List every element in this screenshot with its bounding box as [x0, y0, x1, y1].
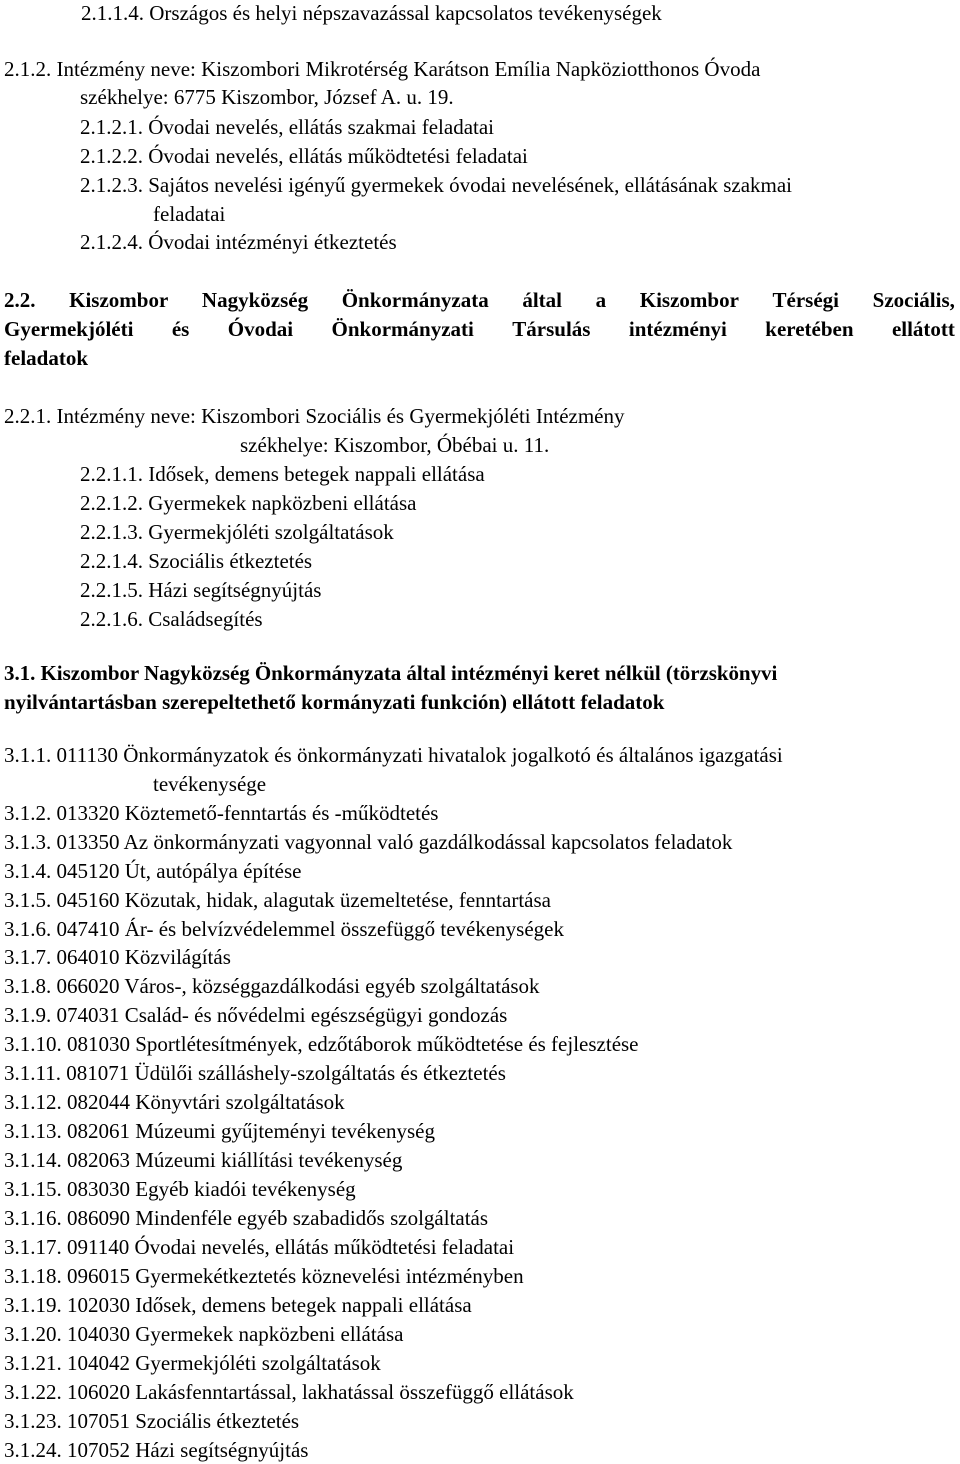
list-item: 3.1.13. 082061 Múzeumi gyűjteményi tevékenység [4, 1119, 436, 1143]
list-item: 3.1.12. 082044 Könyvtári szolgáltatások [4, 1090, 345, 1114]
list-item: 2.1.2.1. Óvodai nevelés, ellátás szakmai feladatai [80, 115, 495, 139]
list-item: 3.1.22. 106020 Lakásfenntartással, lakhatással összefüggő ellátások [4, 1380, 574, 1404]
heading-word: 2.2. [4, 288, 36, 312]
heading-word: Önkormányzata [341, 288, 489, 312]
list-item: 3.1.8. 066020 Város-, községgazdálkodási egyéb szolgáltatások [4, 974, 540, 998]
list-item: 2.1.2.3. Sajátos nevelési igényű gyermekek óvodai nevelésének, ellátásának szakmai [80, 173, 793, 197]
section-heading-2-2-line-2 [4, 315, 955, 344]
section-heading-3-1-line-2: nyilvántartásban szerepeltethető kormányzati funkción) ellátott feladatok [4, 690, 665, 714]
list-item: 3.1.18. 096015 Gyermekétkeztetés köznevelési intézményben [4, 1264, 524, 1288]
section-heading-2-2-line-1 [4, 286, 955, 315]
list-item: 3.1.19. 102030 Idősek, demens betegek nappali ellátása [4, 1293, 472, 1317]
heading-word: Kiszombor [639, 288, 739, 312]
list-item: 3.1.9. 074031 Család- és nővédelmi egészségügyi gondozás [4, 1003, 508, 1027]
list-item: 2.2.1.6. Családsegítés [80, 607, 263, 631]
list-item: 2.1.2.4. Óvodai intézményi étkeztetés [80, 230, 397, 254]
heading-word: Gyermekjóléti [4, 317, 134, 341]
list-item: 3.1.4. 045120 Út, autópálya építése [4, 859, 302, 883]
list-item: 3.1.11. 081071 Üdülői szálláshely-szolgáltatás és étkeztetés [4, 1061, 506, 1085]
heading-word: Szociális, [872, 288, 955, 312]
institution-name: 2.1.2. Intézmény neve: Kiszombori Mikrotérség Karátson Emília Napköziotthonos Óvoda [4, 57, 761, 81]
heading-word: ellátott [891, 317, 955, 341]
list-item: 3.1.2. 013320 Köztemető-fenntartás és -működtetés [4, 801, 439, 825]
list-item: 2.2.1.1. Idősek, demens betegek nappali ellátása [80, 462, 485, 486]
list-item: 3.1.21. 104042 Gyermekjóléti szolgáltatások [4, 1351, 381, 1375]
list-item: 3.1.15. 083030 Egyéb kiadói tevékenység [4, 1177, 356, 1201]
heading-word: Önkormányzati [331, 317, 474, 341]
list-item: 2.2.1.2. Gyermekek napközbeni ellátása [80, 491, 417, 515]
list-item: 2.2.1.3. Gyermekjóléti szolgáltatások [80, 520, 394, 544]
list-item: 3.1.10. 081030 Sportlétesítmények, edzőtáborok működtetése és fejlesztése [4, 1032, 639, 1056]
list-item: 3.1.24. 107052 Házi segítségnyújtás [4, 1438, 309, 1462]
heading-word: intézményi [628, 317, 727, 341]
list-item-continuation: feladatai [153, 202, 226, 226]
list-item: 2.1.2.2. Óvodai nevelés, ellátás működtetési feladatai [80, 144, 528, 168]
list-item: 2.2.1.5. Házi segítségnyújtás [80, 578, 322, 602]
heading-word: által [522, 288, 562, 312]
list-item: 3.1.17. 091140 Óvodai nevelés, ellátás működtetési feladatai [4, 1235, 515, 1259]
heading-word: Térségi [772, 288, 840, 312]
list-item: 3.1.3. 013350 Az önkormányzati vagyonnal való gazdálkodással kapcsolatos feladatok [4, 830, 733, 854]
list-item: 2.2.1.4. Szociális étkeztetés [80, 549, 313, 573]
heading-word: Óvodai [227, 317, 294, 341]
section-heading-2-2-line-3: feladatok [4, 346, 88, 370]
list-item: 3.1.23. 107051 Szociális étkeztetés [4, 1409, 300, 1433]
section-heading-3-1-line-1: 3.1. Kiszombor Nagyközség Önkormányzata által intézményi keret nélkül (törzskönyvi [4, 661, 778, 685]
heading-word: Nagyközség [201, 288, 309, 312]
list-item: 3.1.16. 086090 Mindenféle egyéb szabadidős szolgáltatás [4, 1206, 489, 1230]
institution-seat: székhelye: Kiszombor, Óbébai u. 11. [240, 433, 550, 457]
heading-word: és [171, 317, 190, 341]
institution-seat: székhelye: 6775 Kiszombor, József A. u. 19. [80, 85, 454, 109]
institution-name: 2.2.1. Intézmény neve: Kiszombori Szociális és Gyermekjóléti Intézmény [4, 404, 625, 428]
list-item: 3.1.7. 064010 Közvilágítás [4, 945, 231, 969]
heading-word: Kiszombor [69, 288, 169, 312]
list-item: 3.1.14. 082063 Múzeumi kiállítási tevékenység [4, 1148, 403, 1172]
heading-word: keretében [765, 317, 854, 341]
heading-word: a [595, 288, 607, 312]
list-item: 3.1.6. 047410 Ár- és belvízvédelemmel összefüggő tevékenységek [4, 917, 564, 941]
heading-word: Társulás [512, 317, 591, 341]
list-item: 2.1.1.4. Országos és helyi népszavazással kapcsolatos tevékenységek [81, 1, 662, 25]
list-item: 3.1.1. 011130 Önkormányzatok és önkormányzati hivatalok jogalkotó és általános igazgatási [4, 743, 783, 767]
list-item: 3.1.5. 045160 Közutak, hidak, alagutak üzemeltetése, fenntartása [4, 888, 551, 912]
list-item: 3.1.20. 104030 Gyermekek napközbeni ellátása [4, 1322, 404, 1346]
list-item-continuation: tevékenysége [153, 772, 267, 796]
